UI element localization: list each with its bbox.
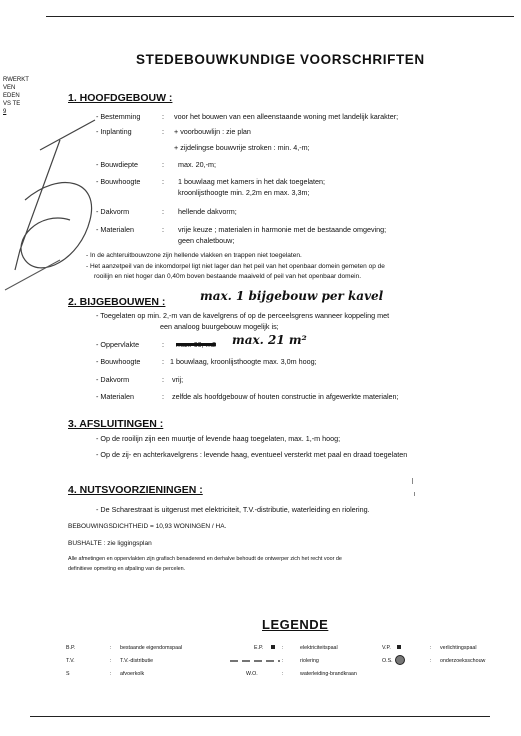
row-value: vrij; [172,375,184,384]
legend-symbol-square [271,645,275,649]
density: BEBOUWINGSDICHTHEID = 10,93 WONINGEN / HA. [68,523,227,530]
handwritten-area: max. 21 m² [232,333,307,347]
legend-dash-line [230,658,280,664]
row-colon: : [162,207,164,216]
row-label: - Oppervlakte [96,340,140,349]
legend-code: B.P. [66,645,76,651]
row-label: - Bouwdiepte [96,160,138,169]
note: - In de achteruitbouwzone zijn hellende vlakken en trappen niet toegelaten. [86,252,302,259]
legend-title: LEGENDE [262,617,329,632]
note: rooilijn en niet hoger dan 0,40m boven bestaande maaiveld of peil van het openbaar domein. [94,273,362,280]
row-label: - Bouwhoogte [96,357,141,366]
section-4-heading: 4. NUTSVOORZIENINGEN : [68,484,203,496]
legend-desc: afvoerkolk [120,671,145,677]
row-value: + zijdelingse bouwvrije stroken : min. 4,-m; [174,143,310,152]
legend-desc: T.V.-distributie [120,658,154,664]
legend-code: V.P. [382,645,391,651]
scan-speck [414,492,415,496]
legend-sep: : [430,658,432,664]
handwritten-heading-note: max. 1 bijgebouw per kavel [200,289,384,303]
legend-desc: riolering [300,658,319,664]
row-label: - Dakvorm [96,375,130,384]
legend-sep: : [282,658,284,664]
handwritten-scribble [0,110,120,300]
row-label: - Materialen [96,225,134,234]
row-value: 1 bouwlaag, kroonlijsthoogte max. 3,0m hoog; [170,357,317,366]
row-colon: : [162,160,164,169]
row-colon: : [162,225,164,234]
legend-sep: : [282,671,284,677]
row-value: zelfde als hoofdgebouw of houten constructie in afgewerkte materialen; [172,392,399,401]
row-value: - Toegelaten op min. 2,-m van de kavelgrens of op de perceelsgrens wanneer koppeling met [96,311,390,320]
row-colon: : [162,177,164,186]
disclaimer-line: Alle afmetingen en oppervlakten zijn grafisch benaderend en derhalve behoudt de ontwerper zich het recht voor de [68,556,342,562]
scan-speck [412,478,413,484]
row-label: - Inplanting [96,127,132,136]
row-colon: : [162,127,164,136]
struck-value: max. 60,-m2 [176,340,216,349]
row-label: - Bouwhoogte [96,177,141,186]
row-value: geen chaletbouw; [178,236,235,245]
list-item: - De Scharestraat is uitgerust met elektriciteit, T.V.-distributie, waterleiding en riolering. [96,505,370,514]
list-item: - Op de rooilijn zijn een muurtje of levende haag toegelaten, max. 1,-m hoog; [96,434,341,443]
page-title: STEDEBOUWKUNDIGE VOORSCHRIFTEN [136,52,425,67]
legend-desc: bestaande eigendomspaal [120,645,183,651]
row-value: kroonlijsthoogte min. 2,2m en max. 3,3m; [178,188,310,197]
row-colon: : [162,357,164,366]
section-1-heading: 1. HOOFDGEBOUW : [68,92,173,104]
legend-desc: waterleiding-brandkraan [300,671,357,677]
bottom-rule [30,716,490,717]
margin-fragments: RWERKT VEN EDEN VS TE 9 [3,77,29,116]
row-value: + voorbouwlijn : zie plan [174,127,251,136]
legend-code: T.V. [66,658,75,664]
row-value: max. 20,-m; [178,160,216,169]
section-3-heading: 3. AFSLUITINGEN : [68,418,164,430]
legend-sep: : [110,671,112,677]
bushalte: BUSHALTE : zie liggingsplan [68,540,152,547]
disclaimer-line: definitieve opmeting en afpaling van de percelen. [68,566,186,572]
legend-sep: : [430,645,432,651]
row-colon: : [162,340,164,349]
legend-symbol-circle [395,655,405,665]
legend-code: O.S. [382,658,393,664]
legend-sep: : [282,645,284,651]
row-label: - Bestemming [96,112,141,121]
row-value: vrije keuze ; materialen in harmonie met de bestaande omgeving; [178,225,387,234]
legend-desc: onderzoeksschouw [440,658,486,664]
legend-code: S [66,671,70,677]
row-value: hellende dakvorm; [178,207,237,216]
legend-desc: verlichtingspaal [440,645,477,651]
legend-sep: : [110,645,112,651]
legend-code: E.P. [254,645,264,651]
legend-sep: : [110,658,112,664]
top-rule [46,16,514,17]
row-value: 1 bouwlaag met kamers in het dak toegelaten; [178,177,326,186]
row-label: - Dakvorm [96,207,130,216]
legend-symbol-square [397,645,401,649]
note: - Het aanzetpeil van de inkomdorpel ligt niet lager dan het peil van het openbaar domein gemeten op de [86,263,385,270]
list-item: - Op de zij- en achterkavelgrens : levende haag, eventueel versterkt met paal en draad toegelaten [96,450,408,459]
row-label: - Materialen [96,392,134,401]
legend-code: W.O. [246,671,258,677]
row-colon: : [162,375,164,384]
row-value: een analoog buurgebouw mogelijk is; [160,322,279,331]
legend-desc: elektriciteitspaal [300,645,338,651]
row-colon: : [162,392,164,401]
row-value: voor het bouwen van een alleenstaande woning met landelijk karakter; [174,112,399,121]
section-2-heading: 2. BIJGEBOUWEN : [68,296,166,308]
row-colon: : [162,112,164,121]
